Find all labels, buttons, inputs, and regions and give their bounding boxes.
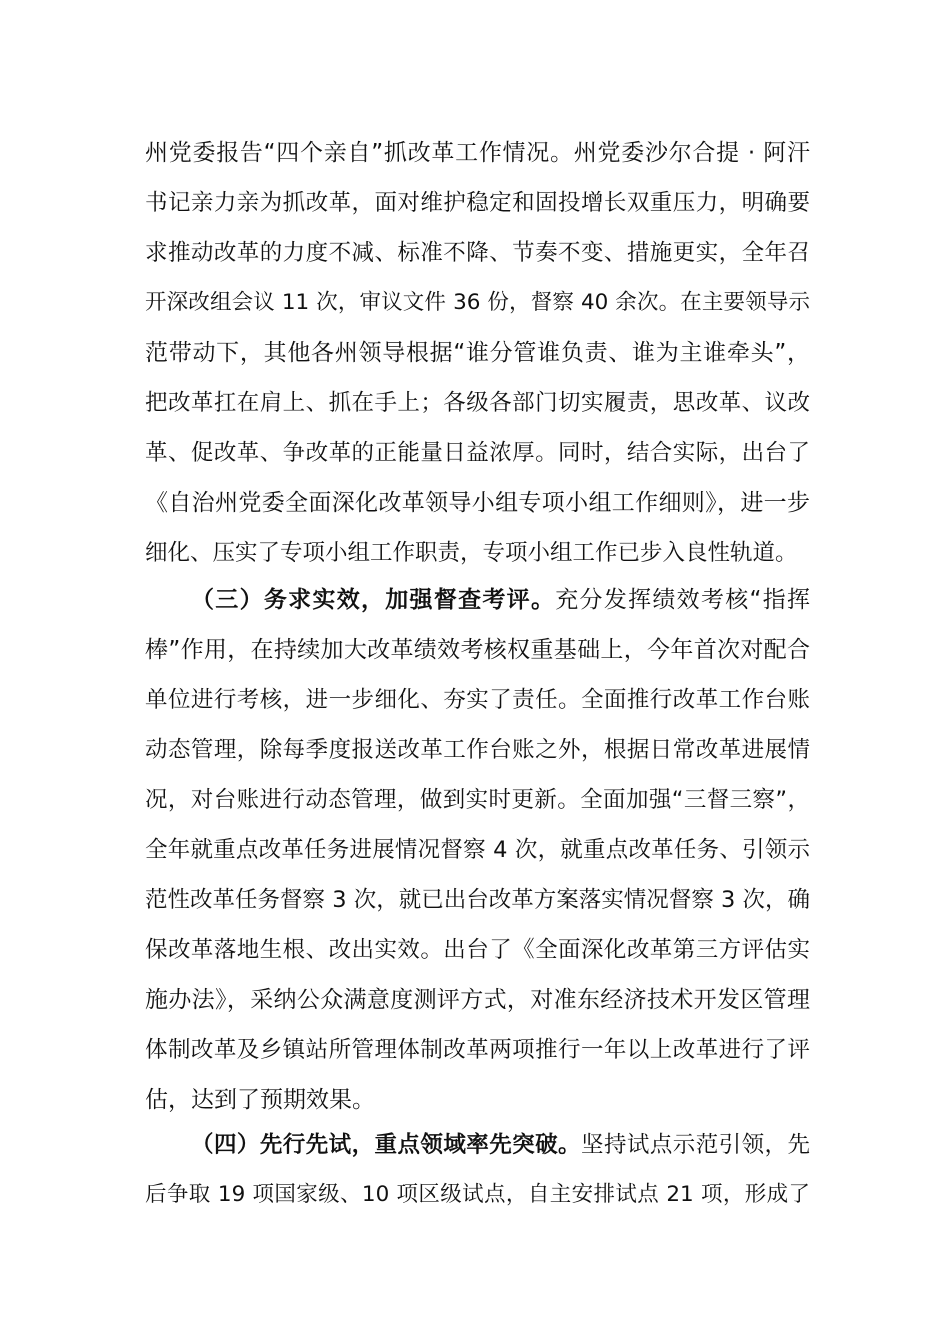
text-line: 革、促改革、争改革的正能量日益浓厚。同时，结合实际，出台了 [145, 440, 810, 466]
text-line: 求推动改革的力度不减、标准不降、节奏不变、措施更实，全年召 [145, 240, 810, 266]
text-line: 书记亲力亲为抓改革，面对维护稳定和固投增长双重压力，明确要 [145, 190, 810, 216]
text-line: 施办法》，采纳公众满意度测评方式，对准东经济技术开发区管理 [145, 987, 810, 1013]
paragraph-first-line [145, 1120, 810, 1170]
text-run: 坚持试点示范引领，先 [581, 1132, 810, 1158]
paragraph-pilot [145, 1120, 810, 1220]
text-line: 全年就重点改革任务进展情况督察 4 次，就重点改革任务、引领示 [145, 837, 810, 863]
paragraph-continuation [145, 128, 810, 578]
text-line: 开深改组会议 11 次，审议文件 36 份，督察 40 余次。在主要领导示 [145, 290, 810, 315]
text-run: 充分发挥绩效考核“指挥 [555, 587, 810, 613]
text-line: 范带动下，其他各州领导根据“谁分管谁负责、谁为主谁牵头”， [145, 340, 810, 366]
text-line: 细化、压实了专项小组工作职责，专项小组工作已步入良性轨道。 [145, 540, 798, 566]
text-line: 况，对台账进行动态管理，做到实时更新。全面加强“三督三察”， [145, 787, 810, 813]
text-line: 单位进行考核，进一步细化、夯实了责任。全面推行改革工作台账 [145, 687, 810, 713]
section-heading: （三）务求实效，加强督查考评。 [191, 587, 556, 613]
section-heading: （四）先行先试，重点领域率先突破。 [191, 1132, 581, 1158]
text-line: 体制改革及乡镇站所管理体制改革两项推行一年以上改革进行了评 [145, 1037, 810, 1063]
text-line: 《自治州党委全面深化改革领导小组专项小组工作细则》，进一步 [145, 490, 810, 516]
paragraph-supervision [145, 575, 810, 1125]
text-line: 后争取 19 项国家级、10 项区级试点，自主安排试点 21 项，形成了 [145, 1182, 810, 1207]
text-line: 棒”作用，在持续加大改革绩效考核权重基础上，今年首次对配合 [145, 637, 810, 663]
text-line: 动态管理，除每季度报送改革工作台账之外，根据日常改革进展情 [145, 737, 810, 763]
text-line: 把改革扛在肩上、抓在手上；各级各部门切实履责，思改革、议改 [145, 390, 810, 416]
text-line: 保改革落地生根、改出实效。出台了《全面深化改革第三方评估实 [145, 937, 810, 963]
paragraph-first-line [145, 575, 810, 625]
text-line: 估，达到了预期效果。 [145, 1087, 375, 1113]
text-line: 州党委报告“四个亲自”抓改革工作情况。州党委沙尔合提 · 阿汗 [145, 140, 810, 166]
text-line: 范性改革任务督察 3 次，就已出台改革方案落实情况督察 3 次，确 [145, 887, 810, 913]
